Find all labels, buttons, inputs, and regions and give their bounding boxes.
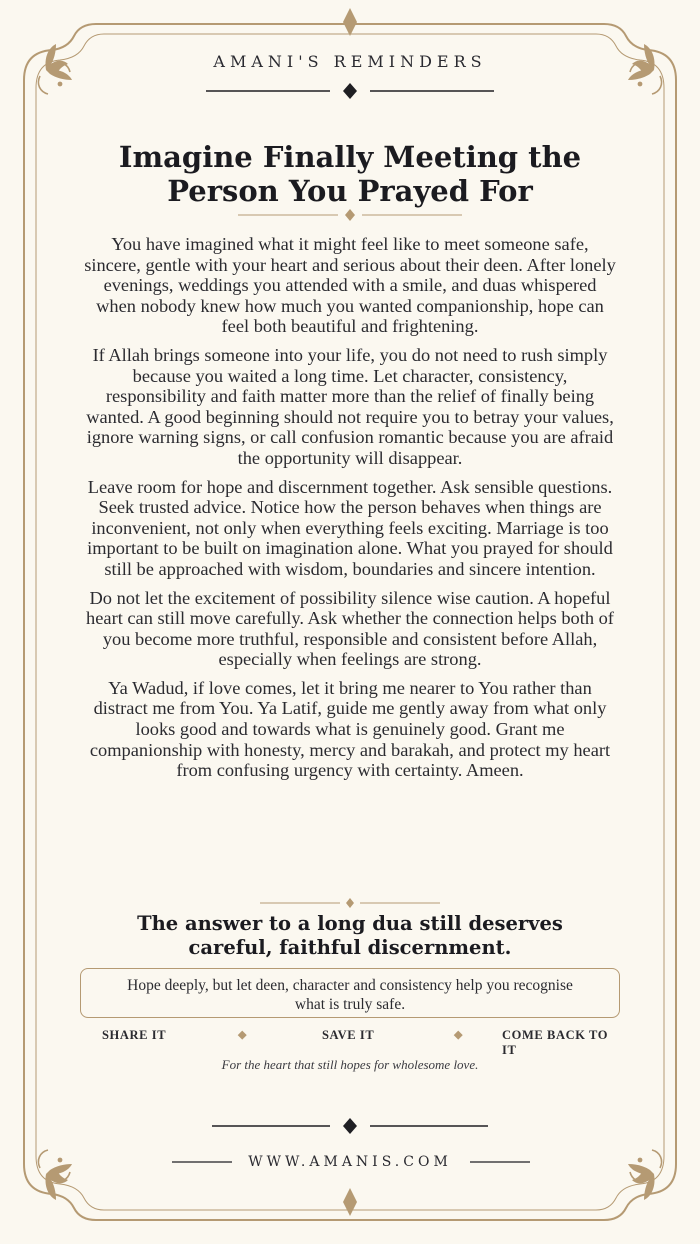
note-box [80, 968, 620, 1018]
body-paragraph: If Allah brings someone into your life, you do not need to rush simply because you waited a long time. Let character, consistency, responsibility and faith matter more than the relief of finally being wanted. A good beginning should not require you to betray your values, ignore warning signs, or call confusion romantic because you are afraid the opportunity will disappear. [86, 344, 614, 468]
action-row [90, 1028, 620, 1057]
page-title [0, 140, 700, 208]
footnote: For the heart that still hopes for wholesome love. [221, 1057, 479, 1072]
save-button[interactable]: SAVE IT [322, 1028, 375, 1042]
dua-paragraph: Ya Wadud, if love comes, let it bring me nearer to You rather than distract me from You. Ya Latif, guide me gently away from what only looks good and towards what is genuinely good. Grant me companionship with honesty, mercy and barakah, and protect my heart from confusing urgency with certainty. Ameen. [89, 677, 611, 781]
body-paragraph: Do not let the excitement of possibility silence wise caution. A hopeful heart can still move carefully. Ask whether the connection helps both of you become more truthful, responsible and consistent before Allah, especially when feelings are strong. [86, 587, 614, 670]
brand-name: AMANI'S REMINDERS [213, 52, 487, 71]
come-back-button[interactable]: COME BACK TO IT [502, 1028, 609, 1057]
title-text: Imagine Finally Meeting the Person You Prayed For [118, 140, 582, 208]
body-paragraph: Leave room for hope and discernment together. Ask sensible questions. Seek trusted advice. Notice how the person behaves when things are inconvenient, not only when everything feels exciting. Marriage is too important to be built on imagination alone. What you prayed for should still be approached with wisdom, boundaries and sincere intention. [87, 476, 613, 579]
website-url[interactable]: WWW.AMANIS.COM [248, 1154, 452, 1170]
share-button[interactable]: SHARE IT [102, 1028, 167, 1042]
note-text: Hope deeply, but let deen, character and consistency help you recognise what is truly safe. [127, 977, 573, 1013]
body-paragraph: You have imagined what it might feel like to meet someone safe, sincere, gentle with your heart and serious about their deen. After lonely evenings, weddings you attended with a smile, and duas whispered when nobody knew how much you wanted companionship, hope can feel both beautiful and frightening. [84, 234, 616, 337]
reminder-body [82, 234, 618, 789]
highlight-quote [0, 912, 700, 960]
highlight-text: The answer to a long dua still deserves careful, faithful discernment. [137, 912, 563, 959]
separator-diamond-icon: ◆ [454, 1029, 464, 1041]
separator-diamond-icon: ◆ [238, 1029, 248, 1041]
